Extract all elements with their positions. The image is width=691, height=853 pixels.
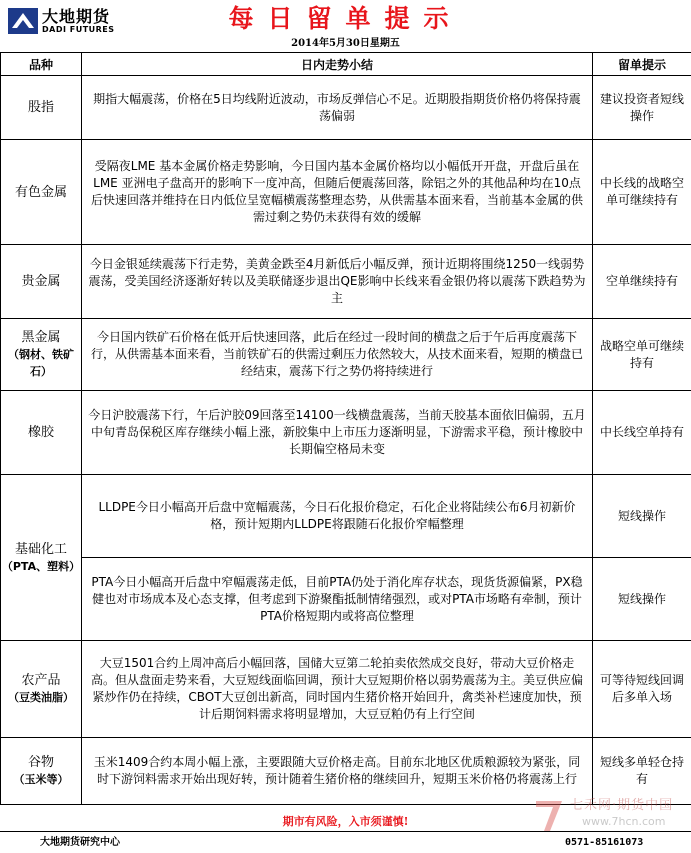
category-label: 橡胶: [27, 425, 54, 440]
category-cell: [1, 319, 82, 391]
category-label: 有色金属: [14, 184, 67, 200]
table-row: [1, 641, 691, 738]
summary-cell: 今日沪胶震荡下行，午后沪胶09回落至14100一线横盘震荡，当前天胶基本面依旧偏弱，五月中旬青岛保税区库存继续小幅上涨，新胶集中上市压力逐渐明显，下游需求平稳，预计橡胶中长期偏空格局未变: [82, 391, 593, 475]
category-cell: [1, 475, 82, 641]
category-sublabel: （钢材、铁矿石）: [8, 348, 74, 378]
table-row: [1, 558, 691, 641]
table-row: [1, 76, 691, 140]
summary-cell: 玉米1409合约本周小幅上涨，主要跟随大豆价格走高。目前东北地区优质粮源较为紧张，同时下游饲料需求开始出现好转，预计随着生猪价格的继续回升，短期玉米价格仍将震荡上行: [82, 738, 593, 805]
category-label: 谷物: [27, 755, 54, 770]
table-row: [1, 245, 691, 319]
column-header-summary: 日内走势小结: [82, 53, 593, 76]
summary-cell: LLDPE今日小幅高开后盘中宽幅震荡，今日石化报价稳定，石化企业将陆续公布6月初新价格，预计短期内LLDPE将跟随石化报价窄幅整理: [82, 475, 593, 558]
category-sublabel: （豆类油脂）: [8, 691, 74, 704]
category-label: 基础化工: [14, 541, 67, 557]
page-title: 每日留单提示: [228, 4, 463, 33]
table-row: [1, 391, 691, 475]
tip-cell: 中长线的战略空单可继续持有: [593, 140, 691, 245]
column-header-tip: 留单提示: [593, 53, 691, 76]
category-label: 黑金属: [21, 330, 61, 345]
tip-cell: 建议投资者短线操作: [593, 76, 691, 140]
report-date: 2014年5月30日星期五: [291, 38, 400, 49]
category-label: 农产品: [21, 673, 61, 688]
footer-phone: 0571-85161073: [565, 837, 644, 848]
category-sublabel: （PTA、塑料）: [1, 559, 81, 573]
table-header-row: [1, 53, 691, 76]
category-cell: [1, 245, 82, 319]
category-cell: [1, 738, 82, 805]
footer-organization: 大地期货研究中心: [40, 837, 120, 848]
logo-text-en: DADI FUTURES: [42, 25, 115, 34]
footer-divider: [0, 831, 691, 832]
watermark-text: 七禾网·期货中国: [570, 798, 674, 813]
watermark-url: www.7hcn.com: [582, 815, 666, 828]
category-cell: [1, 641, 82, 738]
tip-cell: 战略空单可继续持有: [593, 319, 691, 391]
summary-cell: 大豆1501合约上周冲高后小幅回落，国储大豆第二轮拍卖依然成交良好，带动大豆价格走高。但从盘面走势来看，大豆短线面临回调，预计大豆短期价格以弱势震荡为主。美豆供应偏紧炒作仍在持续，CBOT大豆创出新高，同时国内生猪价格开始回升，禽类补栏速度加快，预计后期饲料需求将明显增加，大豆豆粕仍有上行空间: [82, 641, 593, 738]
table-row: [1, 140, 691, 245]
category-cell: [1, 76, 82, 140]
category-cell: [1, 140, 82, 245]
tip-cell: 短线多单轻仓持有: [593, 738, 691, 805]
column-header-category: 品种: [1, 53, 82, 76]
summary-cell: 今日国内铁矿石价格在低开后快速回落，此后在经过一段时间的横盘之后于午后再度震荡下行，从供需基本面来看，当前铁矿石的供需过剩压力依然较大，从技术面来看，短期的横盘已经结束，震荡下行之势仍将持续进行: [82, 319, 593, 391]
tip-cell: 中长线空单持有: [593, 391, 691, 475]
category-label: 股指: [27, 100, 54, 115]
category-cell: [1, 391, 82, 475]
table-row: [1, 475, 691, 558]
logo-text-cn: 大地期货: [42, 7, 111, 26]
category-sublabel: （玉米等）: [13, 773, 69, 786]
tip-cell: 可等待短线回调后多单入场: [593, 641, 691, 738]
table-row: [1, 319, 691, 391]
summary-cell: 今日金银延续震荡下行走势，美黄金跌至4月新低后小幅反弹，预计近期将围绕1250一线弱势震荡，受美国经济逐渐好转以及美联储逐步退出QE影响中长线来看金银仍将以震荡下跌趋势为主: [82, 245, 593, 319]
summary-cell: PTA今日小幅高开后盘中窄幅震荡走低，目前PTA仍处于消化库存状态，现货货源偏紧，PX稳健也对市场成本及心态支撑，但考虑到下游聚酯抵制情绪强烈，或对PTA市场略有牵制，预计PTA价格短期内或将高位整理: [82, 558, 593, 641]
summary-table: [0, 52, 691, 805]
tip-cell: 空单继续持有: [593, 245, 691, 319]
summary-cell: 期指大幅震荡，价格在5日均线附近波动，市场反弹信心不足。近期股指期货价格仍将保持震荡偏弱: [82, 76, 593, 140]
tip-cell: 短线操作: [593, 558, 691, 641]
header: [0, 0, 691, 38]
summary-cell: 受隔夜LME 基本金属价格走势影响，今日国内基本金属价格均以小幅低开开盘，开盘后虽在LME 亚洲电子盘高开的影响下一度冲高，但随后便震荡回落，除铝之外的其他品种均在10点后快速回落并维持在日内低位呈宽幅横震荡整理态势，从供需基本面来看，当前基本金属的供需过剩之势仍未获得有效的缓解: [82, 140, 593, 245]
risk-warning: 期市有风险，入市须谨慎!: [282, 815, 409, 828]
category-label: 贵金属: [21, 274, 61, 289]
tip-cell: 短线操作: [593, 475, 691, 558]
